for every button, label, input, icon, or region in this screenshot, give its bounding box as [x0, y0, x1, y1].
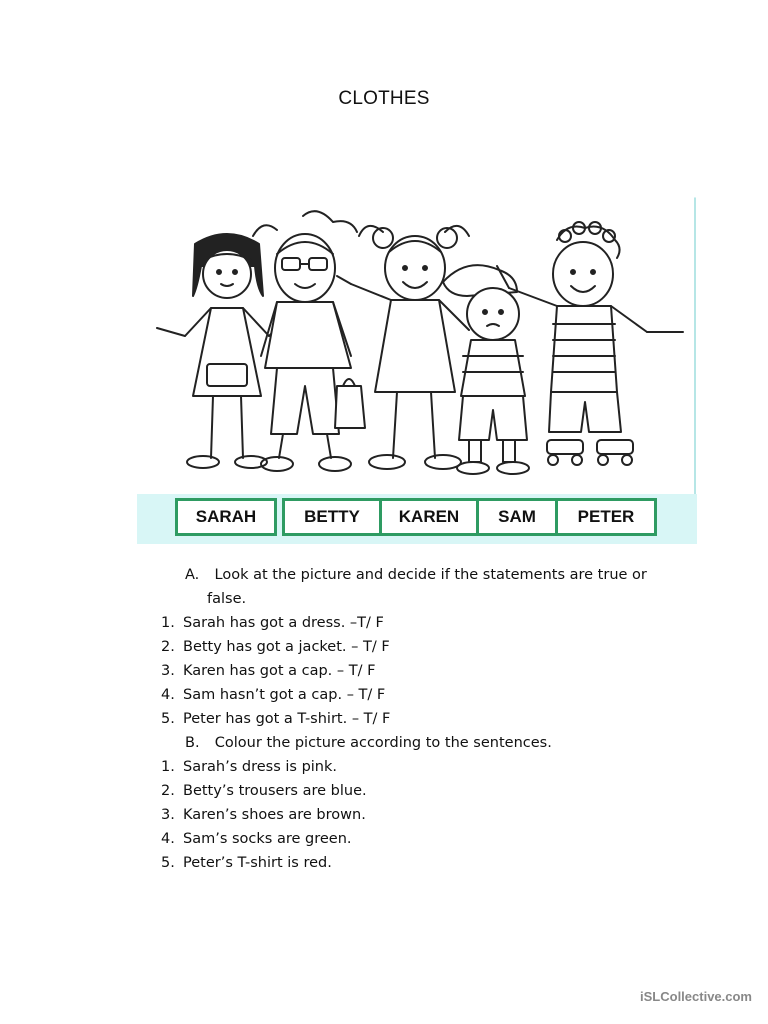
section-b-label: B. — [185, 735, 200, 751]
list-item: 5. Peter has got a T-shirt. – T/ F — [161, 711, 391, 727]
karen-figure — [337, 226, 469, 469]
names-strip — [137, 494, 697, 544]
list-item: 4. Sam hasn’t got a cap. – T/ F — [161, 687, 386, 703]
sarah-figure — [157, 234, 283, 468]
betty-figure — [253, 211, 365, 471]
section-b-instruction: Colour the picture according to the sentences. — [214, 735, 552, 751]
list-item: 2. Betty’s trousers are blue. — [161, 783, 367, 799]
page-title: CLOTHES — [338, 88, 430, 109]
section-b-heading — [185, 731, 552, 755]
name-label-peter: PETER — [555, 498, 657, 536]
name-label-sam: SAM — [476, 498, 558, 536]
name-label-karen: KAREN — [379, 498, 479, 536]
list-item: 1. Sarah’s dress is pink. — [161, 759, 338, 775]
section-a-instruction: Look at the picture and decide if the statements are true or — [214, 567, 647, 583]
list-item: 2. Betty has got a jacket. – T/ F — [161, 639, 390, 655]
name-label-sarah: SARAH — [175, 498, 277, 536]
sam-figure — [443, 265, 529, 474]
section-a-instruction-cont: false. — [207, 591, 247, 607]
children-illustration — [137, 196, 697, 544]
name-label-betty: BETTY — [282, 498, 382, 536]
section-a-label: A. — [185, 567, 200, 583]
list-item: 3. Karen’s shoes are brown. — [161, 807, 366, 823]
list-item: 4. Sam’s socks are green. — [161, 831, 352, 847]
list-item: 1. Sarah has got a dress. –T/ F — [161, 615, 384, 631]
peter-figure — [497, 222, 683, 465]
footer-watermark: iSLCollective.com — [640, 989, 752, 1004]
list-item: 5. Peter’s T-shirt is red. — [161, 855, 332, 871]
list-item: 3. Karen has got a cap. – T/ F — [161, 663, 376, 679]
